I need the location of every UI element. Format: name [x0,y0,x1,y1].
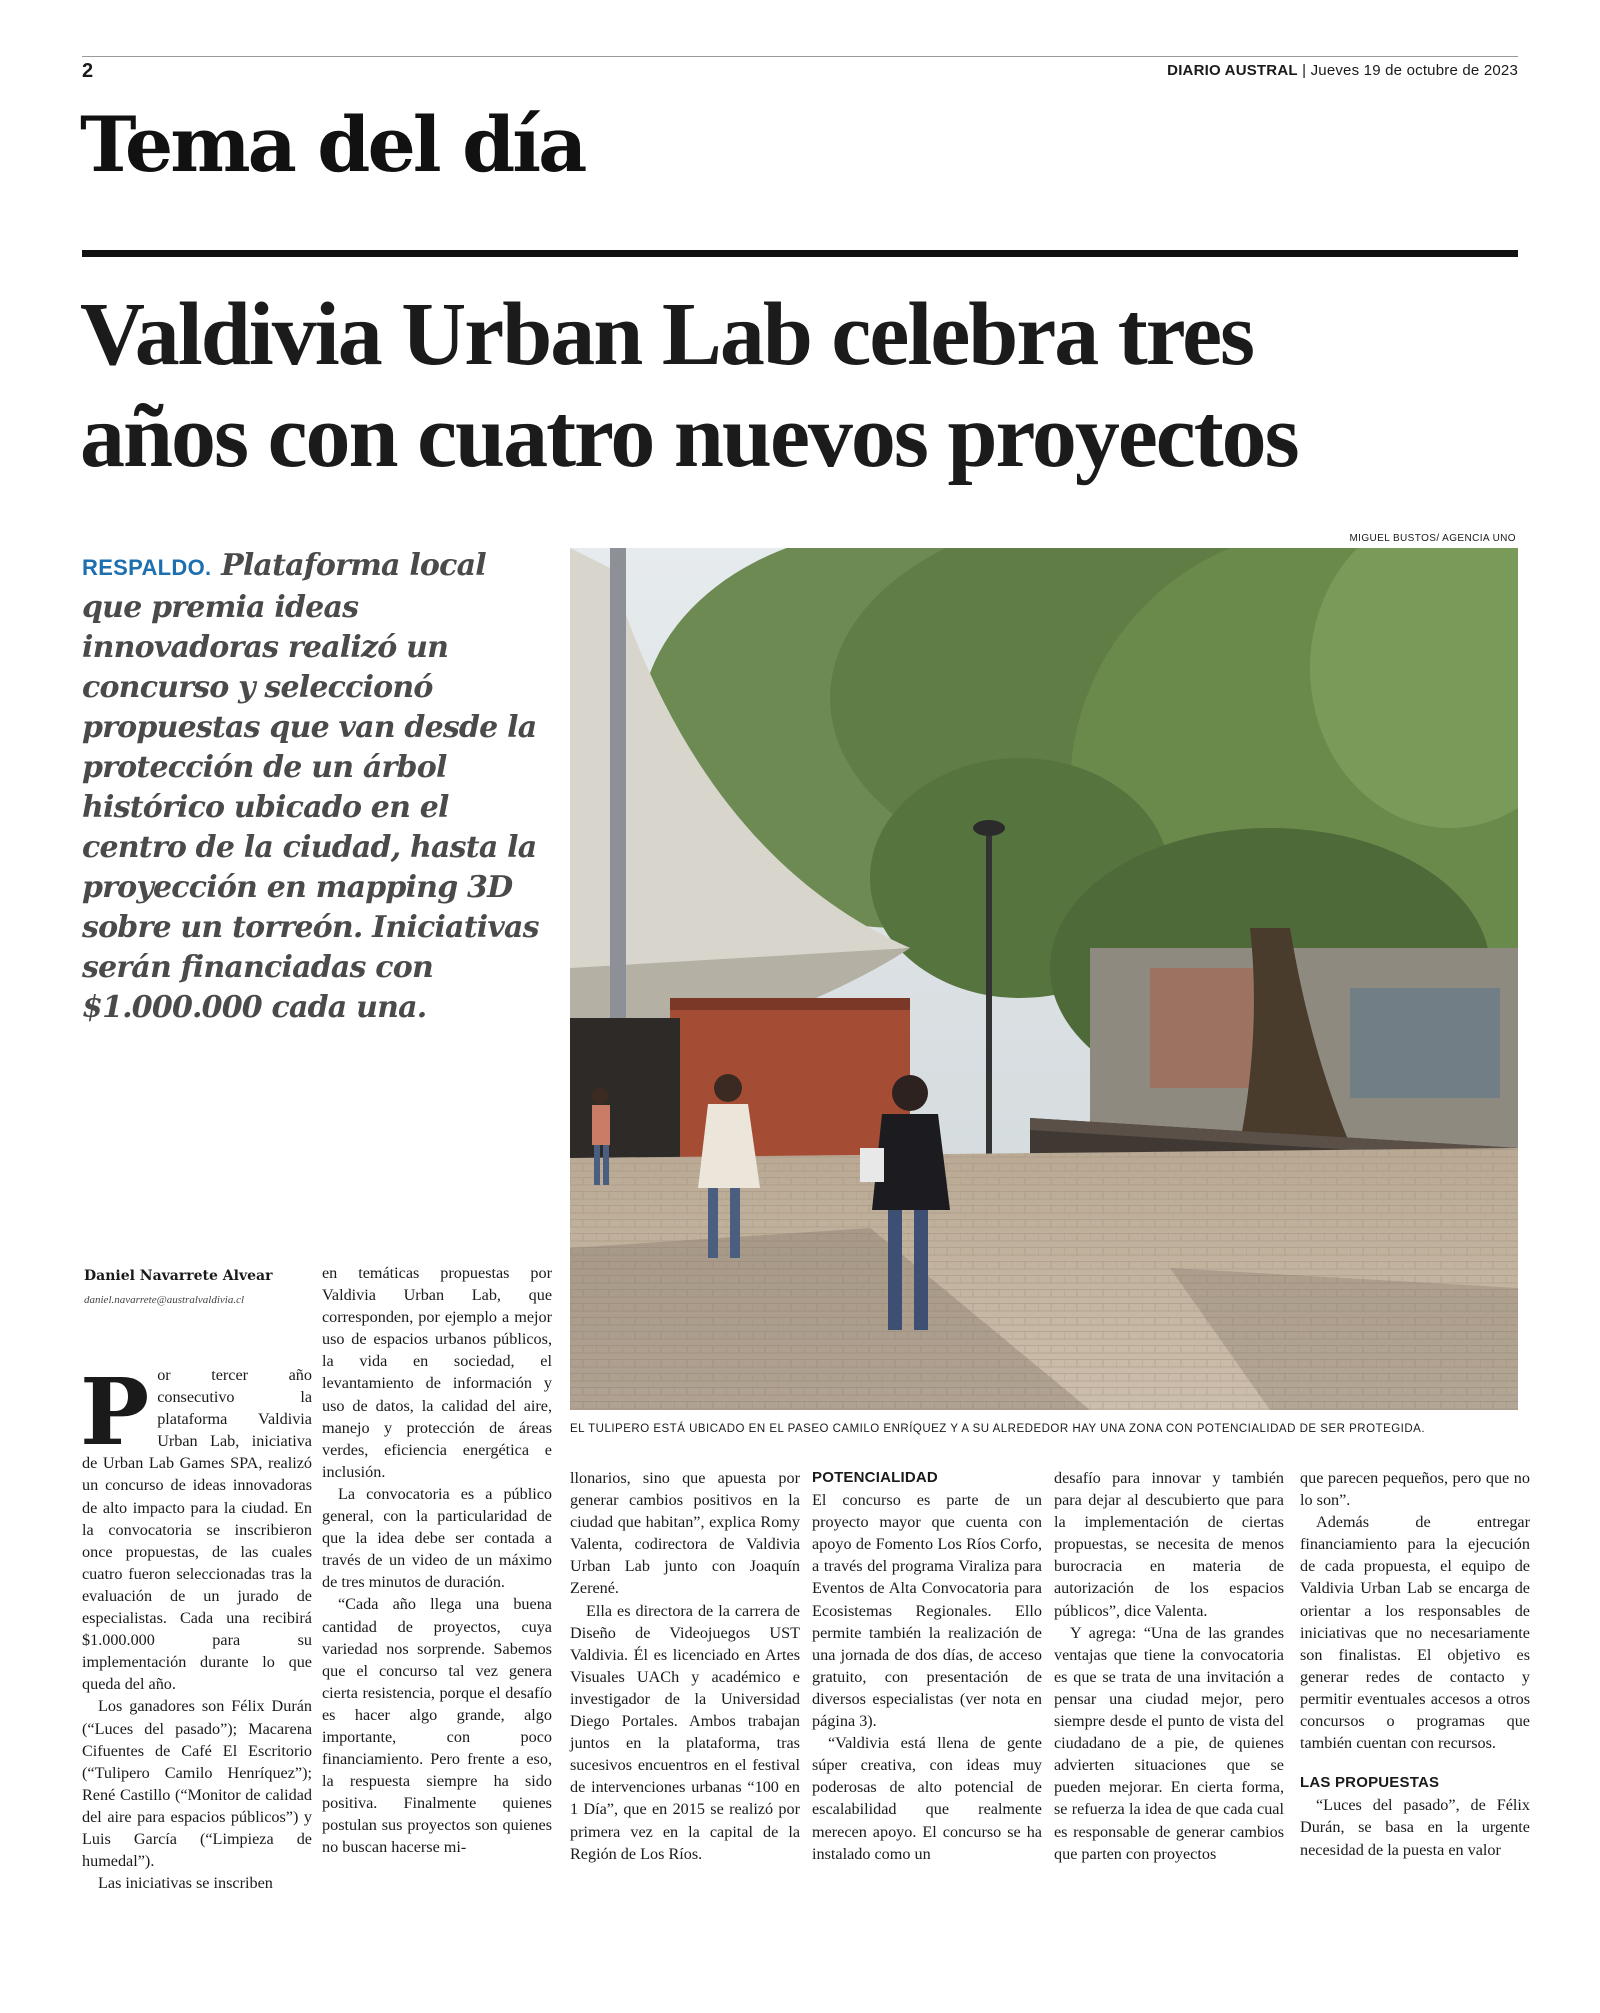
body-paragraph: El concurso es parte de un proyecto mayor que cuenta con apoyo de Fomento Los Ríos Corfo, a través del programa Viraliza para Eventos de Alta Convocatoria para Ecosistemas Regionales. Ello permite también la realización de una jornada de dos días, de acceso gratuito, con presentación de diversos especialistas (ver nota en página 3). [812,1491,1042,1731]
lead-paragraph [82,546,542,1028]
subhead-las-propuestas: LAS PROPUESTAS [1300,1774,1440,1792]
subhead-potencialidad: POTENCIALIDAD [812,1469,938,1486]
photo-caption: EL TULIPERO ESTÁ UBICADO EN EL PASEO CAMILO ENRÍQUEZ Y A SU ALREDEDOR HAY UNA ZONA CON POTENCIALIDAD DE SER PROTEGIDA. [570,1423,1426,1435]
top-rule [82,56,1518,57]
body-paragraph: “Luces del pasado”, de Félix Durán, se basa en la urgente necesidad de la puesta en valor [1300,1796,1530,1859]
headline-line-1: Valdivia Urban Lab celebra tres [80,285,1254,384]
issue-date: | Jueves 19 de octubre de 2023 [1302,62,1518,79]
body-paragraph: desafío para innovar y también para dejar al descubierto que para la implementación de ciertas propuestas, se necesita de menos burocracia en materia de autorización de los espacios públicos”, dice Valenta. [1054,1469,1284,1620]
body-column-5 [1054,1467,1284,1865]
author-name: Daniel Navarrete Alvear [84,1268,273,1284]
section-title: Tema del día [80,100,585,189]
photo-credit: MIGUEL BUSTOS/ AGENCIA UNO [1349,533,1516,544]
page-number: 2 [82,60,94,82]
body-column-4 [812,1467,1042,1865]
body-paragraph: La convocatoria es a público general, con la particularidad de que la idea debe ser contada a través de un video de un máximo de tres minutos de duración. [322,1484,552,1592]
body-paragraph: “Cada año llega una buena cantidad de proyectos, cuya variedad nos sorprende. Sabemos que el concurso tal vez genera cierta resistencia, porque el desafío es hacer algo grande, algo importante, con poco financiamiento. Pero frente a eso, la respuesta siempre ha sido positiva. Finalmente quienes postulan sus proyectos son quienes no buscan hacerse mi- [322,1595,552,1857]
drop-cap: P [80,1358,150,1466]
author-email: daniel.navarrete@australvaldivia.cl [84,1294,245,1306]
body-paragraph: Las iniciativas se inscriben [98,1874,273,1893]
tulipero-photo-illustration [570,548,1518,1410]
body-column-3 [570,1467,800,1865]
byline [84,1268,324,1306]
paragraph-text: or tercer año consecutivo la plataforma Valdivia Urban Lab, iniciativa de Urban Lab Games SPA, realizó un concurso de ideas innovadoras de alto impacto para la ciudad. En la convocatoria se inscribieron once propuestas, de las cuales cuatro fueron seleccionadas tras la evaluación de un jurado de especialistas. Cada una recibirá $1.000.000 para su implementación durante lo que queda del año. [82,1366,312,1694]
body-paragraph: Además de entregar financiamiento para la ejecución de cada propuesta, el equipo de Valdivia Urban Lab se encarga de orientar a los responsables de iniciativas que no necesariamente son finalistas. El objetivo es generar redes de contacto y permitir eventuales accesos a otros concursos o programas que también cuentan con recursos. [1300,1513,1530,1753]
body-paragraph: llonarios, sino que apuesta por generar cambios positivos en la ciudad que habitan”, explica Romy Valenta, codirectora de Valdivia Urban Lab junto con Joaquín Zerené. [570,1469,800,1598]
section-rule [82,250,1518,257]
body-paragraph [80,1358,312,1695]
body-paragraph: Los ganadores son Félix Durán (“Luces del pasado”); Macarena Cifuentes de Café El Escritorio (“Tulipero Camilo Henríquez”); René Castillo (“Monitor de calidad del aire para espacios públicos”) y Luis García (“Limpieza de humedal”). [82,1697,312,1871]
body-paragraph: en temáticas propuestas por Valdivia Urban Lab, que corresponden, por ejemplo a mejor uso de espacios urbanos públicos, la vida en sociedad, el levantamiento de información y uso de datos, la calidad del aire, manejo y protección de áreas verdes, eficiencia energética e inclusión. [322,1264,552,1481]
folio [1167,62,1518,79]
body-column-1 [80,1358,312,1894]
body-column-6 [1300,1467,1530,1861]
body-paragraph: Y agrega: “Una de las grandes ventajas que tiene la convocatoria es que se trata de una invitación a pensar una ciudad mejor, pero siempre desde el punto de vista del ciudadano de a pie, de quienes advierten situaciones que se pueden mejorar. En cierta forma, se refuerza la idea de que cada cual es responsable de generar cambios que parten con proyectos [1054,1623,1284,1863]
body-paragraph: que parecen pequeños, pero que no lo son”. [1300,1469,1530,1510]
brand-name: DIARIO AUSTRAL [1167,62,1298,79]
body-paragraph: Ella es directora de la carrera de Diseño de Videojuegos UST Valdivia. Él es licenciado en Artes Visuales UACh y académico e investigador de la Universidad Diego Portales. Ambos trabajan juntos en la plataforma, tras sucesivos encuentros en el festival de intervenciones urbanas “100 en 1 Día”, que en 2015 se realizó por primera vez en la capital de la Región de Los Ríos. [570,1601,800,1863]
headline [80,284,1530,488]
body-paragraph: “Valdivia está llena de gente súper creativa, con ideas muy poderosas de alto potencial de escalabilidad que realmente merecen apoyo. El concurso se ha instalado como un [812,1734,1042,1863]
lead-text: Plataforma local que premia ideas innovadoras realizó un concurso y seleccionó propuestas que van desde la protección de un árbol histórico ubicado en el centro de la ciudad, hasta la proyección en mapping 3D sobre un torreón. Iniciativas serán financiadas con $1.000.000 cada una. [82,548,539,1025]
body-column-2 [322,1262,552,1859]
kicker: RESPALDO. [82,555,212,580]
headline-line-2: años con cuatro nuevos proyectos [80,387,1298,486]
article-photo [570,548,1518,1410]
